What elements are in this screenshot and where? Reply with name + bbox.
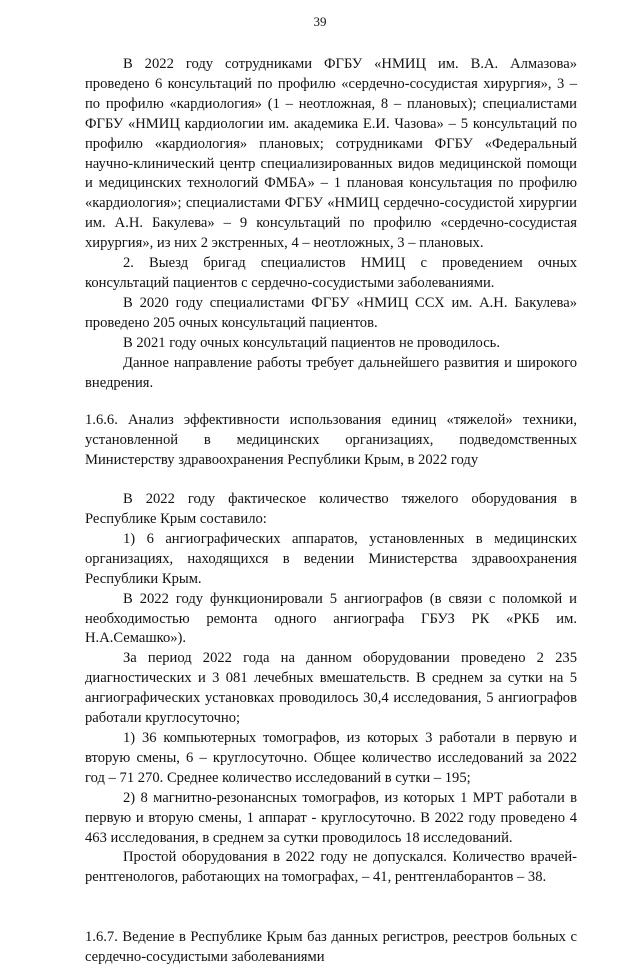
paragraph-consultations-2022: В 2022 году сотрудниками ФГБУ «НМИЦ им. В.А. Алмазова» проведено 6 консультаций по профилю «сердечно-сосудистая хирургия», 3 – по профилю «кардиология» (1 – неотложная, 8 – плановых); специалистами ФГБУ «НМИЦ кардиологии им. академика Е.И. Чазова» – 5 консультаций по профилю «кардиология» плановых; сотрудниками ФГБУ «Федеральный научно-клинический центр специализированных видов медицинской помощи и медицинских технологий ФМБА» – 1 плановая консультация по профилю «кардиология»; специалистами ФГБУ «НМИЦ сердечно-сосудистой хирургии им. А.Н. Бакулева» – 9 консультаций по профилю «сердечно-сосудистая хирургия», из них 2 экстренных, 4 – неотложных, 3 – плановых. xyxy=(85,56,577,252)
paragraph-2021: В 2021 году очных консультаций пациентов не проводилось. xyxy=(123,334,500,351)
section-heading-1-6-7: 1.6.7. Ведение в Республике Крым баз данных регистров, реестров больных с сердечно-сосудистыми заболеваниями xyxy=(85,929,577,966)
paragraph-equipment-intro: В 2022 году фактическое количество тяжелого оборудования в Республике Крым составило: xyxy=(85,491,577,528)
paragraph-angiographs: 1) 6 ангиографических аппаратов, установленных в медицинских организациях, находящихся в ведении Министерства здравоохранения Республики Крым. xyxy=(85,530,577,587)
paragraph-downtime: Простой оборудования в 2022 году не допускался. Количество врачей-рентгенологов, работающих на томографах, – 41, рентгенлаборантов – 38. xyxy=(85,849,577,886)
paragraph-mri: 2) 8 магнитно-резонансных томографов, из которых 1 МРТ работали в первую и вторую смены, 1 аппарат - круглосуточно. В 2022 году проведено 4 463 исследования, в среднем за сутки проводилось 18 исследований. xyxy=(85,789,577,846)
section-heading-1-6-6: 1.6.6. Анализ эффективности использования единиц «тяжелой» техники, установленной в медицинских организациях, подведомственных Министерству здравоохранения Республики Крым, в 2022 году xyxy=(85,412,577,469)
page-content xyxy=(85,55,577,968)
paragraph-development: Данное направление работы требует дальнейшего развития и широкого внедрения. xyxy=(85,354,577,391)
paragraph-2020: В 2020 году специалистами ФГБУ «НМИЦ ССХ им. А.Н. Бакулева» проведено 205 очных консультаций пациентов. xyxy=(85,294,577,331)
page-number: 39 xyxy=(313,14,327,29)
paragraph-interventions: За период 2022 года на данном оборудовании проведено 2 235 диагностических и 3 081 лечебных вмешательств. В среднем за сутки на 5 ангиографических установках проводилось 30,4 исследования, 5 ангиографов работали круглосуточно; xyxy=(85,650,577,727)
paragraph-angiographs-functioning: В 2022 году функционировали 5 ангиографов (в связи с поломкой и необходимостью ремонта одного ангиографа ГБУЗ РК «РКБ им. Н.А.Семашко»). xyxy=(85,590,577,647)
paragraph-brigades: 2. Выезд бригад специалистов НМИЦ с проведением очных консультаций пациентов с сердечно-сосудистыми заболеваниями. xyxy=(85,255,577,291)
paragraph-ct: 1) 36 компьютерных томографов, из которых 3 работали в первую и вторую смены, 6 – круглосуточно. Общее количество исследований за 2022 год – 71 270. Среднее количество исследований в сутки – 195; xyxy=(85,730,577,786)
